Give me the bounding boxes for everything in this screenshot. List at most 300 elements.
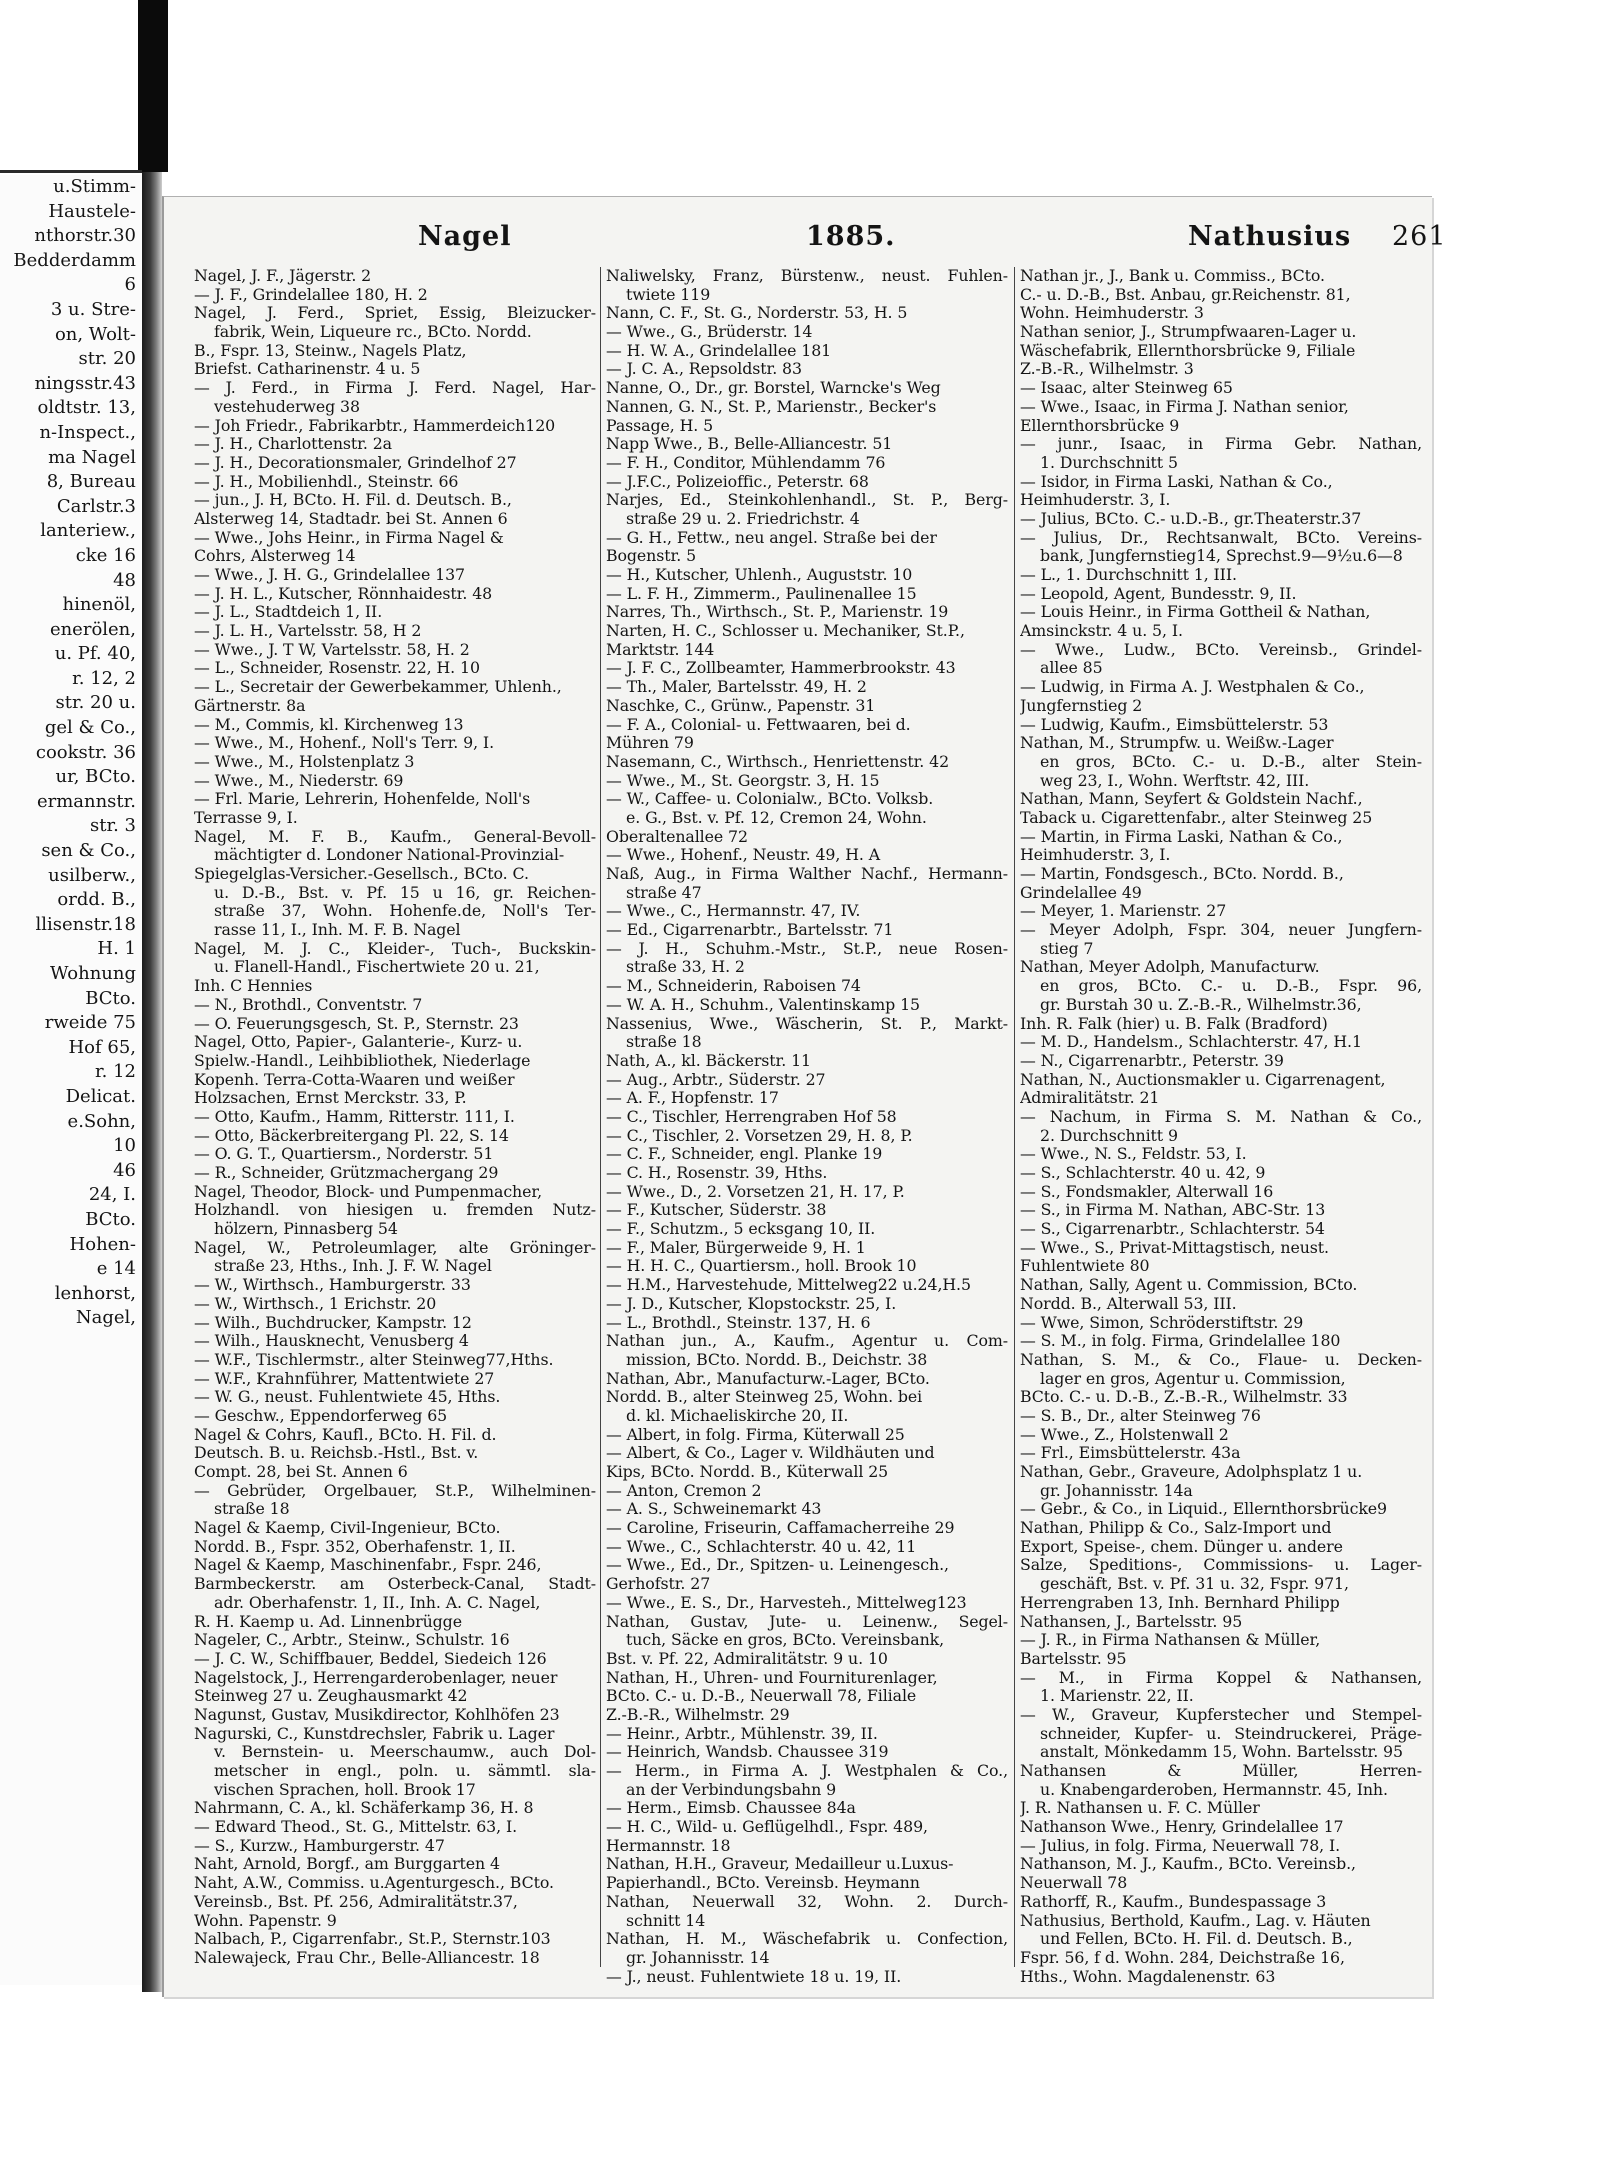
directory-entry-line: Nathanson, M. J., Kaufm., BCto. Vereinsb.,	[1020, 1855, 1356, 1874]
directory-entry-line: schnitt 14	[626, 1911, 706, 1930]
directory-entry-line: — Julius, BCto. C.- u.D.-B., gr.Theaterstr.37	[1020, 509, 1362, 528]
directory-entry-line: — Wwe., Ed., Dr., Spitzen- u. Leinengesch.,	[606, 1556, 949, 1575]
directory-entry-line: Hths., Wohn. Magdalenenstr. 63	[1020, 1967, 1276, 1986]
directory-entry-line: straße 47	[626, 883, 702, 902]
directory-entry-line: — Wwe., S., Privat-Mittagstisch, neust.	[1020, 1238, 1329, 1257]
directory-entry-line: — J. L. H., Vartelsstr. 58, H 2	[194, 622, 422, 641]
directory-entry-line: — J. H., Decorationsmaler, Grindelhof 27	[194, 453, 517, 472]
directory-entry-line: u. Flanell-Handl., Fischertwiete 20 u. 21,	[214, 958, 540, 977]
directory-entry-line: Nann, C. F., St. G., Norderstr. 53, H. 5	[606, 304, 908, 323]
header-year: 1885.	[806, 221, 896, 252]
directory-entry-line: — Wwe., M., Holstenplatz 3	[194, 752, 415, 771]
directory-entry-line: Nagunst, Gustav, Musikdirector, Kohlhöfen 23	[194, 1705, 560, 1724]
left-page-fragment: Hohen-	[69, 1233, 136, 1255]
directory-entry-line: — Wwe., D., 2. Vorsetzen 21, H. 17, P.	[606, 1182, 905, 1201]
directory-entry-line: — Wwe., Ludw., BCto. Vereinsb., Grindel-	[1020, 640, 1422, 659]
directory-entry-line: Narjes, Ed., Steinkohlenhandl., St. P., Berg-	[606, 491, 1008, 510]
directory-entry-line: Inh. R. Falk (hier) u. B. Falk (Bradford)	[1020, 1014, 1328, 1033]
directory-entry-line: geschäft, Bst. v. Pf. 31 u. 32, Fspr. 971,	[1040, 1575, 1349, 1594]
directory-entry-line: — Joh Friedr., Fabrikarbtr., Hammerdeich120	[194, 416, 556, 435]
column-divider	[1014, 267, 1015, 1967]
directory-entry-line: anstalt, Mönkedamm 15, Wohn. Bartelsstr. 95	[1040, 1743, 1403, 1762]
directory-entry-line: — Edward Theod., St. G., Mittelstr. 63, I.	[194, 1818, 518, 1837]
directory-entry-line: B., Fspr. 13, Steinw., Nagels Platz,	[194, 341, 467, 360]
directory-entry-line: lager en gros, Agentur u. Commission,	[1040, 1369, 1346, 1388]
directory-entry-line: — Herm., Eimsb. Chaussee 84a	[606, 1799, 856, 1818]
directory-entry-line: — S., in Firma M. Nathan, ABC-Str. 13	[1020, 1201, 1326, 1220]
directory-entry-line: Mühren 79	[606, 734, 694, 753]
directory-entry-line: Nathan jr., J., Bank u. Commiss., BCto.	[1020, 267, 1325, 285]
directory-entry-line: Nassenius, Wwe., Wäscherin, St. P., Markt-	[606, 1014, 1008, 1033]
directory-entry-line: Naht, A.W., Commiss. u.Agenturgesch., BCto.	[194, 1874, 554, 1893]
directory-entry-line: Bartelsstr. 95	[1020, 1649, 1127, 1668]
directory-entry-line: Kopenh. Terra-Cotta-Waaren und weißer	[194, 1070, 515, 1089]
left-page-fragment: rweide 75	[44, 1012, 136, 1034]
directory-column-2	[606, 267, 1008, 1989]
directory-entry-line: Herrengraben 13, Inh. Bernhard Philipp	[1020, 1593, 1340, 1612]
directory-entry-line: R. H. Kaemp u. Ad. Linnenbrügge	[194, 1612, 462, 1631]
directory-entry-line: — J., neust. Fuhlentwiete 18 u. 19, II.	[606, 1967, 902, 1986]
directory-entry-line: — Caroline, Friseurin, Caffamacherreihe 29	[606, 1519, 955, 1538]
left-page-fragment: u.Stimm-	[53, 176, 136, 197]
directory-entry-line: — W., Wirthsch., 1 Erichstr. 20	[194, 1294, 437, 1313]
directory-entry-line: — W.F., Krahnführer, Mattentwiete 27	[194, 1369, 495, 1388]
left-page-fragment: cke 16	[75, 544, 136, 566]
directory-entry-line: Nordd. B., Alterwall 53, III.	[1020, 1294, 1237, 1313]
directory-entry-line: tuch, Säcke en gros, BCto. Vereinsbank,	[626, 1631, 945, 1650]
directory-entry-line: — H. C., Wild- u. Geflügelhdl., Fspr. 489,	[606, 1818, 928, 1837]
directory-entry-line: Deutsch. B. u. Reichsb.-Hstl., Bst. v.	[194, 1444, 479, 1463]
directory-entry-line: — S., Cigarrenarbtr., Schlachterstr. 54	[1020, 1220, 1325, 1239]
directory-entry-line: — Wwe., Z., Holstenwall 2	[1020, 1425, 1229, 1444]
directory-entry-line: — Martin, Fondsgesch., BCto. Nordd. B.,	[1020, 865, 1344, 883]
directory-entry-line: Nanne, O., Dr., gr. Borstel, Warncke's Weg	[606, 379, 941, 398]
directory-entry-line: — Albert, in folg. Firma, Küterwall 25	[606, 1425, 905, 1444]
directory-entry-line: — Meyer Adolph, Fspr. 304, neuer Jungfern-	[1020, 921, 1422, 940]
left-page-fragment: nthorstr.30	[34, 225, 136, 247]
directory-entry-line: bank, Jungfernstieg14, Sprechst.9—9½u.6—8	[1040, 547, 1403, 566]
directory-entry-line: — Herm., in Firma A. J. Westphalen & Co.,	[606, 1762, 1008, 1780]
left-page-fragment: ordd. B.,	[57, 889, 136, 911]
directory-entry-line: — J. C. W., Schiffbauer, Beddel, Siedeich 126	[194, 1649, 547, 1668]
directory-entry-line: Nathan, Neuerwall 32, Wohn. 2. Durch-	[606, 1892, 1008, 1911]
directory-entry-line: Neuerwall 78	[1020, 1874, 1128, 1893]
directory-entry-line: Spiegelglas-Versicher.-Gesellsch., BCto. C.	[194, 865, 529, 883]
directory-entry-line: Ellernthorsbrücke 9	[1020, 416, 1180, 435]
directory-entry-line: Nathansen, J., Bartelsstr. 95	[1020, 1612, 1243, 1631]
directory-entry-line: Nagel, M. F. B., Kaufm., General-Bevoll-	[194, 827, 596, 846]
left-page-fragment: n-Inspect.,	[39, 421, 136, 443]
left-page-fragment: ningsstr.43	[34, 372, 136, 394]
column-divider	[600, 267, 601, 1967]
directory-entry-line: Bogenstr. 5	[606, 547, 697, 566]
directory-entry-line: vestehuderweg 38	[214, 397, 360, 416]
directory-entry-line: Compt. 28, bei St. Annen 6	[194, 1463, 408, 1481]
directory-entry-line: — W., Wirthsch., Hamburgerstr. 33	[194, 1276, 471, 1295]
directory-entry-line: Gerhofstr. 27	[606, 1575, 711, 1594]
directory-entry-line: Nathan, H., Uhren- und Fourniturenlager,	[606, 1668, 938, 1687]
directory-entry-line: Terrasse 9, I.	[194, 808, 298, 827]
directory-entry-line: — Otto, Bäckerbreitergang Pl. 22, S. 14	[194, 1126, 509, 1145]
directory-entry-line: — Heinrich, Wandsb. Chaussee 319	[606, 1743, 889, 1762]
left-page-fragment: 3 u. Stre-	[50, 298, 136, 320]
directory-entry-line: Fuhlentwiete 80	[1020, 1257, 1150, 1276]
directory-entry-line: — Wwe., J. H. G., Grindelallee 137	[194, 566, 465, 584]
directory-entry-line: — M. D., Handelsm., Schlachterstr. 47, H.1	[1020, 1033, 1362, 1052]
directory-entry-line: Nagel, W., Petroleumlager, alte Gröninger-	[194, 1238, 596, 1257]
directory-entry-line: Nagel, J. Ferd., Spriet, Essig, Bleizucker-	[194, 304, 596, 323]
directory-entry-line: Nathan, H.H., Graveur, Medailleur u.Luxus-	[606, 1855, 954, 1874]
directory-entry-line: — H. H. C., Quartiersm., holl. Brook 10	[606, 1257, 917, 1276]
left-page-fragment: Delicat.	[65, 1085, 136, 1107]
directory-entry-line: — Julius, in folg. Firma, Neuerwall 78, I.	[1020, 1836, 1341, 1855]
left-page-fragment: str. 20	[78, 348, 136, 370]
directory-entry-line: 2. Durchschnitt 9	[1040, 1126, 1178, 1145]
left-page-top-edge	[0, 170, 142, 173]
directory-entry-line: — Wilh., Buchdrucker, Kampstr. 12	[194, 1313, 472, 1332]
left-page-fragment: Bedderdamm	[13, 249, 136, 271]
directory-entry-line: — F., Maler, Bürgerweide 9, H. 1	[606, 1238, 866, 1257]
directory-entry-line: — M., Schneiderin, Raboisen 74	[606, 977, 861, 996]
page-number: 261	[1392, 221, 1447, 252]
left-page-fragment: BCto.	[85, 987, 136, 1009]
directory-entry-line: — R., Schneider, Grützmachergang 29	[194, 1164, 499, 1182]
directory-column-1	[194, 267, 596, 1989]
directory-entry-line: Napp Wwe., B., Belle-Alliancestr. 51	[606, 435, 893, 454]
directory-entry-line: C.- u. D.-B., Bst. Anbau, gr.Reichenstr. 81,	[1020, 285, 1351, 304]
directory-entry-line: — L. F. H., Zimmerm., Paulinenallee 15	[606, 584, 917, 603]
left-page-fragment: r. 12	[95, 1061, 136, 1083]
directory-entry-line: Heimhuderstr. 3, I.	[1020, 846, 1171, 865]
left-page-fragment: enerölen,	[49, 618, 136, 640]
directory-entry-line: Taback u. Cigarettenfabr., alter Steinweg 25	[1020, 808, 1373, 827]
directory-entry-line: — J. H., Charlottenstr. 2a	[194, 435, 393, 454]
directory-entry-line: — S., Schlachterstr. 40 u. 42, 9	[1020, 1164, 1266, 1182]
directory-entry-line: — Wwe., N. S., Feldstr. 53, I.	[1020, 1145, 1247, 1164]
directory-entry-line: — H. W. A., Grindelallee 181	[606, 341, 832, 360]
directory-entry-line: Nagel, J. F., Jägerstr. 2	[194, 267, 372, 285]
directory-entry-line: allee 85	[1040, 659, 1103, 678]
left-page-fragment: ermannstr.	[36, 790, 136, 812]
directory-entry-line: 1. Durchschnitt 5	[1040, 453, 1178, 472]
left-page-fragment: u. Pf. 40,	[54, 643, 136, 665]
directory-entry-line: adr. Oberhafenstr. 1, II., Inh. A. C. Nagel,	[214, 1593, 541, 1612]
left-page-fragment: Haustele-	[48, 200, 136, 222]
directory-entry-line: straße 23, Hths., Inh. J. F. W. Nagel	[214, 1257, 492, 1276]
directory-entry-line: — M., Commis, kl. Kirchenweg 13	[194, 715, 464, 734]
left-page-fragment: H. 1	[97, 938, 136, 960]
directory-entry-line: — C., Tischler, Herrengraben Hof 58	[606, 1107, 897, 1126]
book-gutter-shadow	[138, 0, 168, 172]
directory-entry-line: Cohrs, Alsterweg 14	[194, 547, 356, 566]
directory-entry-line: Nathanson Wwe., Henry, Grindelallee 17	[1020, 1818, 1344, 1837]
left-page-fragment: Hof 65,	[68, 1036, 136, 1058]
directory-entry-line: Fspr. 56, f d. Wohn. 284, Deichstraße 16,	[1020, 1948, 1345, 1967]
directory-entry-line: — J. Ferd., in Firma J. Ferd. Nagel, Har-	[194, 379, 596, 398]
directory-entry-line: — J. H., Schuhm.-Mstr., St.P., neue Rosen-	[606, 939, 1008, 958]
directory-entry-line: Wohn. Heimhuderstr. 3	[1020, 304, 1204, 323]
left-page-fragment: 46	[113, 1159, 136, 1181]
directory-entry-line: en gros, BCto. C.- u. D.-B., alter Stein-	[1040, 752, 1422, 771]
directory-entry-line: — J. C. A., Repsoldstr. 83	[606, 360, 802, 379]
directory-entry-line: Nathansen & Müller, Herren-	[1020, 1762, 1422, 1780]
left-facing-page-edge	[0, 175, 142, 1985]
directory-entry-line: Marktstr. 144	[606, 640, 715, 659]
directory-entry-line: — Nachum, in Firma S. M. Nathan & Co.,	[1020, 1107, 1422, 1126]
directory-entry-line: — F., Kutscher, Süderstr. 38	[606, 1201, 827, 1220]
directory-entry-line: Nathan, M., Strumpfw. u. Weißw.-Lager	[1020, 734, 1334, 753]
directory-entry-line: — S. M., in folg. Firma, Grindelallee 180	[1020, 1332, 1341, 1351]
directory-entry-line: d. kl. Michaeliskirche 20, II.	[626, 1406, 849, 1425]
directory-entry-line: — J. F., Grindelallee 180, H. 2	[194, 285, 428, 304]
directory-entry-line: BCto. C.- u. D.-B., Neuerwall 78, Filiale	[606, 1687, 917, 1706]
directory-entry-line: Narten, H. C., Schlosser u. Mechaniker, St.P.,	[606, 622, 965, 641]
directory-entry-line: Barmbeckerstr. am Osterbeck-Canal, Stadt-	[194, 1575, 596, 1594]
directory-entry-line: — Wwe., G., Brüderstr. 14	[606, 323, 813, 342]
directory-entry-line: — F., Schutzm., 5 ecksgang 10, II.	[606, 1220, 876, 1239]
directory-entry-line: straße 18	[626, 1033, 702, 1052]
directory-entry-line: — J. R., in Firma Nathansen & Müller,	[1020, 1631, 1321, 1650]
directory-entry-line: Naß, Aug., in Firma Walther Nachf., Hermann-	[606, 865, 1008, 883]
header-last-entry: Nathusius	[1188, 221, 1352, 252]
directory-entry-line: Nathan, Sally, Agent u. Commission, BCto.	[1020, 1276, 1358, 1295]
left-page-fragment: gel & Co.,	[44, 717, 136, 739]
directory-entry-line: Bst. v. Pf. 22, Admiralitätstr. 9 u. 10	[606, 1649, 888, 1668]
directory-entry-line: — Wwe., Hohenf., Neustr. 49, H. A	[606, 846, 881, 865]
directory-entry-line: Amsinckstr. 4 u. 5, I.	[1020, 622, 1183, 641]
directory-entry-line: — W., Caffee- u. Colonialw., BCto. Volksb.	[606, 790, 934, 809]
directory-entry-line: gr. Johannisstr. 14	[626, 1948, 770, 1967]
left-page-fragment: 48	[113, 569, 136, 591]
directory-entry-line: — F. H., Conditor, Mühlendamm 76	[606, 453, 886, 472]
directory-entry-line: BCto. C.- u. D.-B., Z.-B.-R., Wilhelmstr. 33	[1020, 1388, 1348, 1407]
page-header	[188, 221, 1447, 261]
directory-entry-line: Wäschefabrik, Ellernthorsbrücke 9, Filiale	[1020, 341, 1356, 360]
directory-entry-line: Nathan, Gebr., Graveure, Adolphsplatz 1 u.	[1020, 1463, 1363, 1481]
directory-entry-line: — Wwe., C., Hermannstr. 47, IV.	[606, 902, 861, 921]
directory-entry-line: — Leopold, Agent, Bundesstr. 9, II.	[1020, 584, 1297, 603]
directory-entry-line: — Wwe., Johs Heinr., in Firma Nagel &	[194, 528, 504, 547]
directory-entry-line: Nagel & Kaemp, Maschinenfabr., Fspr. 246,	[194, 1556, 542, 1575]
directory-entry-line: — Aug., Arbtr., Süderstr. 27	[606, 1070, 826, 1089]
directory-entry-line: — W.F., Tischlermstr., alter Steinweg77,Hths.	[194, 1350, 554, 1369]
directory-entry-line: — Wwe, Simon, Schröderstiftstr. 29	[1020, 1313, 1304, 1332]
directory-entry-line: — Wwe., M., Hohenf., Noll's Terr. 9, I.	[194, 734, 494, 753]
directory-entry-line: — jun., J. H, BCto. H. Fil. d. Deutsch. B.,	[194, 491, 512, 510]
directory-entry-line: Oberaltenallee 72	[606, 827, 748, 846]
directory-entry-line: Alsterweg 14, Stadtadr. bei St. Annen 6	[194, 509, 508, 528]
directory-entry-line: — Frl. Marie, Lehrerin, Hohenfelde, Noll's	[194, 790, 531, 809]
directory-entry-line: Export, Speise-, chem. Dünger u. andere	[1020, 1537, 1343, 1556]
directory-entry-line: — L., 1. Durchschnitt 1, III.	[1020, 566, 1237, 584]
left-page-fragment: r. 12, 2	[72, 667, 136, 689]
directory-entry-line: Narres, Th., Wirthsch., St. P., Marienstr. 19	[606, 603, 949, 622]
directory-entry-line: Holzhandl. von hiesigen u. fremden Nutz-	[194, 1201, 596, 1220]
directory-entry-line: Nath, A., kl. Bäckerstr. 11	[606, 1051, 812, 1070]
directory-entry-line: e. G., Bst. v. Pf. 12, Cremon 24, Wohn.	[626, 808, 927, 827]
book-gutter	[142, 172, 162, 1992]
directory-entry-line: — Isidor, in Firma Laski, Nathan & Co.,	[1020, 472, 1333, 491]
left-page-fragment: str. 3	[90, 815, 136, 837]
left-page-fragment: sen & Co.,	[41, 840, 136, 862]
directory-entry-line: mission, BCto. Nordd. B., Deichstr. 38	[626, 1350, 928, 1369]
directory-entry-line: — Gebrüder, Orgelbauer, St.P., Wilhelminen-	[194, 1481, 596, 1500]
directory-entry-line: J. R. Nathansen u. F. C. Müller	[1020, 1799, 1260, 1818]
left-page-fragment: on, Wolt-	[54, 323, 136, 345]
directory-entry-line: — H.M., Harvestehude, Mittelweg22 u.24,H.5	[606, 1276, 971, 1295]
directory-entry-line: — Otto, Kaufm., Hamm, Ritterstr. 111, I.	[194, 1107, 515, 1126]
left-page-fragment: lanteriew.,	[40, 520, 136, 542]
directory-entry-line: — C. F., Schneider, engl. Planke 19	[606, 1145, 883, 1164]
directory-entry-line: fabrik, Wein, Liqueure rc., BCto. Nordd.	[214, 323, 532, 342]
directory-entry-line: Salze, Speditions-, Commissions- u. Lager-	[1020, 1556, 1422, 1575]
directory-entry-line: — Wwe., M., Niederstr. 69	[194, 771, 404, 790]
directory-entry-line: Nagel & Cohrs, Kaufl., BCto. H. Fil. d.	[194, 1425, 497, 1444]
directory-entry-line: — N., Cigarrenarbtr., Peterstr. 39	[1020, 1051, 1284, 1070]
directory-entry-line: — Ed., Cigarrenarbtr., Bartelsstr. 71	[606, 921, 894, 940]
directory-entry-line: Nathan, Mann, Seyfert & Goldstein Nachf.,	[1020, 790, 1363, 809]
left-page-fragment: oldtstr. 13,	[37, 397, 136, 419]
left-page-fragment: BCto.	[85, 1208, 136, 1230]
left-page-fragment: Carlstr.3	[56, 495, 136, 517]
header-first-entry: Nagel	[418, 221, 512, 252]
left-page-fragment: llisenstr.18	[35, 913, 136, 935]
directory-entry-line: Nathan senior, J., Strumpfwaaren-Lager u.	[1020, 323, 1357, 342]
directory-entry-line: — C., Tischler, 2. Vorsetzen 29, H. 8, P.	[606, 1126, 913, 1145]
directory-entry-line: u. D.-B., Bst. v. Pf. 15 u 16, gr. Reichen-	[214, 883, 596, 902]
directory-entry-line: Passage, H. 5	[606, 416, 714, 435]
directory-entry-line: Nalbach, P., Cigarrenfabr., St.P., Sternstr.103	[194, 1930, 551, 1949]
directory-entry-line: straße 37, Wohn. Hohenfe.de, Noll's Ter-	[214, 902, 596, 921]
directory-entry-line: — S., Kurzw., Hamburgerstr. 47	[194, 1836, 445, 1855]
directory-entry-line: — Th., Maler, Bartelsstr. 49, H. 2	[606, 678, 867, 697]
directory-entry-line: Hermannstr. 18	[606, 1836, 731, 1855]
directory-entry-line: — Martin, in Firma Laski, Nathan & Co.,	[1020, 827, 1343, 846]
directory-entry-line: — Anton, Cremon 2	[606, 1481, 762, 1500]
left-page-fragment: cookstr. 36	[35, 741, 136, 763]
directory-entry-line: — Heinr., Arbtr., Mühlenstr. 39, II.	[606, 1724, 878, 1743]
directory-entry-line: Nagel, Otto, Papier-, Galanterie-, Kurz- u.	[194, 1033, 523, 1052]
directory-entry-line: hölzern, Pinnasberg 54	[214, 1220, 398, 1239]
directory-entry-line: — Wwe., M., St. Georgstr. 3, H. 15	[606, 771, 880, 790]
directory-entry-line: — junr., Isaac, in Firma Gebr. Nathan,	[1020, 435, 1422, 454]
left-page-fragment: str. 20 u.	[55, 692, 136, 714]
directory-entry-line: — Ludwig, in Firma A. J. Westphalen & Co.,	[1020, 678, 1365, 697]
directory-entry-line: Nathan, Philipp & Co., Salz-Import und	[1020, 1519, 1332, 1538]
left-page-fragment: e 14	[96, 1258, 136, 1280]
directory-column-3	[1020, 267, 1422, 1989]
directory-entry-line: Nagel & Kaemp, Civil-Ingenieur, BCto.	[194, 1519, 501, 1538]
directory-entry-line: Inh. C Hennies	[194, 977, 313, 996]
directory-entry-line: weg 23, I., Wohn. Werftstr. 42, III.	[1040, 771, 1310, 790]
directory-entry-line: — L., Schneider, Rosenstr. 22, H. 10	[194, 659, 480, 678]
directory-entry-line: — N., Brothdl., Conventstr. 7	[194, 995, 423, 1014]
directory-entry-line: Nordd. B., alter Steinweg 25, Wohn. bei	[606, 1388, 923, 1407]
directory-entry-line: Nathan, Meyer Adolph, Manufacturw.	[1020, 958, 1320, 977]
directory-entry-line: Nathan, Gustav, Jute- u. Leinenw., Segel-	[606, 1612, 1008, 1631]
directory-entry-line: Rathorff, R., Kaufm., Bundespassage 3	[1020, 1892, 1327, 1911]
directory-entry-line: rasse 11, I., Inh. M. F. B. Nagel	[214, 921, 461, 940]
directory-entry-line: — F. A., Colonial- u. Fettwaaren, bei d.	[606, 715, 911, 734]
directory-entry-line: Gärtnerstr. 8a	[194, 696, 306, 715]
left-page-fragment: Wohnung	[49, 963, 136, 984]
directory-entry-line: Nathan, N., Auctionsmakler u. Cigarrenagent,	[1020, 1070, 1386, 1089]
directory-entry-line: — L., Secretair der Gewerbekammer, Uhlenh.,	[194, 678, 562, 697]
directory-entry-line: Nahrmann, C. A., kl. Schäferkamp 36, H. 8	[194, 1799, 534, 1818]
directory-entry-line: Jungfernstieg 2	[1020, 696, 1143, 715]
directory-entry-line: Nasemann, C., Wirthsch., Henriettenstr. 42	[606, 752, 950, 771]
directory-entry-line: — Gebr., & Co., in Liquid., Ellernthorsbrücke9	[1020, 1500, 1388, 1519]
directory-entry-line: Nordd. B., Fspr. 352, Oberhafenstr. 1, II.	[194, 1537, 516, 1556]
directory-entry-line: twiete 119	[626, 285, 711, 304]
directory-entry-line: — M., in Firma Koppel & Nathansen,	[1020, 1668, 1422, 1687]
directory-entry-line: Nathan, Abr., Manufacturw.-Lager, BCto.	[606, 1369, 930, 1388]
directory-entry-line: — A. S., Schweinemarkt 43	[606, 1500, 822, 1519]
directory-page	[162, 196, 1447, 1997]
directory-entry-line: mächtigter d. Londoner National-Provinzial-	[214, 846, 565, 865]
directory-entry-line: Nagel, Theodor, Block- und Pumpenmacher,	[194, 1182, 543, 1201]
directory-entry-line: Nalewajeck, Frau Chr., Belle-Alliancestr. 18	[194, 1948, 540, 1967]
directory-entry-line: — W., Graveur, Kupferstecher und Stempel-	[1020, 1705, 1422, 1724]
directory-entry-line: Naschke, C., Grünw., Papenstr. 31	[606, 696, 876, 715]
directory-entry-line: straße 18	[214, 1500, 290, 1519]
directory-entry-line: — G. H., Fettw., neu angel. Straße bei der	[606, 528, 937, 547]
directory-entry-line: Heimhuderstr. 3, I.	[1020, 491, 1171, 510]
directory-entry-line: — C. H., Rosenstr. 39, Hths.	[606, 1164, 828, 1182]
directory-entry-line: — Wwe., J. T W, Vartelsstr. 58, H. 2	[194, 640, 470, 659]
directory-entry-line: straße 29 u. 2. Friedrichstr. 4	[626, 509, 860, 528]
directory-entry-line: Nagurski, C., Kunstdrechsler, Fabrik u. Lager	[194, 1724, 555, 1743]
directory-entry-line: Spielw.-Handl., Leihbibliothek, Niederlage	[194, 1051, 531, 1070]
directory-entry-line: Holzsachen, Ernst Merckstr. 33, P.	[194, 1089, 467, 1108]
directory-entry-line: gr. Johannisstr. 14a	[1040, 1481, 1193, 1500]
directory-entry-line: — J. D., Kutscher, Klopstockstr. 25, I.	[606, 1294, 897, 1313]
directory-entry-line: — O. Feuerungsgesch, St. P., Sternstr. 23	[194, 1014, 519, 1033]
directory-entry-line: — S., Fondsmakler, Alterwall 16	[1020, 1182, 1274, 1201]
directory-entry-line: — A. F., Hopfenstr. 17	[606, 1089, 779, 1108]
directory-entry-line: Z.-B.-R., Wilhelmstr. 3	[1020, 360, 1194, 379]
directory-entry-line: u. Knabengarderoben, Hermannstr. 45, Inh.	[1040, 1780, 1388, 1799]
directory-entry-line: Steinweg 27 u. Zeughausmarkt 42	[194, 1687, 468, 1706]
directory-entry-line: Nathan, S. M., & Co., Flaue- u. Decken-	[1020, 1350, 1422, 1369]
directory-entry-line: — J. L., Stadtdeich 1, II.	[194, 603, 383, 622]
left-page-fragment: Nagel,	[75, 1307, 136, 1329]
left-page-fragment: 6	[124, 274, 136, 296]
left-page-fragment: ur, BCto.	[55, 766, 136, 788]
directory-entry-line: Papierhandl., BCto. Vereinsb. Heymann	[606, 1874, 920, 1893]
directory-entry-line: — S. B., Dr., alter Steinweg 76	[1020, 1406, 1261, 1425]
directory-entry-line: Nagelstock, J., Herrengarderobenlager, neuer	[194, 1668, 558, 1687]
directory-entry-line: — Wwe., Isaac, in Firma J. Nathan senior,	[1020, 397, 1349, 416]
directory-entry-line: stieg 7	[1040, 939, 1094, 958]
directory-entry-line: Z.-B.-R., Wilhelmstr. 29	[606, 1705, 790, 1724]
directory-entry-line: — J. F. C., Zollbeamter, Hammerbrookstr. 43	[606, 659, 956, 678]
directory-entry-line: — O. G. T., Quartiersm., Norderstr. 51	[194, 1145, 494, 1164]
directory-entry-line: — W. G., neust. Fuhlentwiete 45, Hths.	[194, 1388, 501, 1407]
directory-entry-line: v. Bernstein- u. Meerschaumw., auch Dol-	[214, 1743, 596, 1762]
directory-entry-line: — L., Brothdl., Steinstr. 137, H. 6	[606, 1313, 871, 1332]
directory-entry-line: — Geschw., Eppendorferweg 65	[194, 1406, 448, 1425]
directory-entry-line: 1. Marienstr. 22, II.	[1040, 1687, 1194, 1706]
directory-entry-line: — Frl., Eimsbüttelerstr. 43a	[1020, 1444, 1241, 1463]
directory-entry-line: Wohn. Papenstr. 9	[194, 1911, 337, 1930]
left-page-fragment: 8, Bureau	[46, 471, 136, 493]
directory-entry-line: schneider, Kupfer- u. Steindruckerei, Präge-	[1040, 1724, 1422, 1743]
directory-entry-line: Naht, Arnold, Borgf., am Burggarten 4	[194, 1855, 500, 1874]
directory-entry-line: Nagel, M. J. C., Kleider-, Tuch-, Buckskin-	[194, 939, 596, 958]
left-page-fragment: usilberw.,	[48, 864, 136, 886]
directory-entry-line: und Fellen, BCto. H. Fil. d. Deutsch. B.,	[1040, 1930, 1353, 1949]
